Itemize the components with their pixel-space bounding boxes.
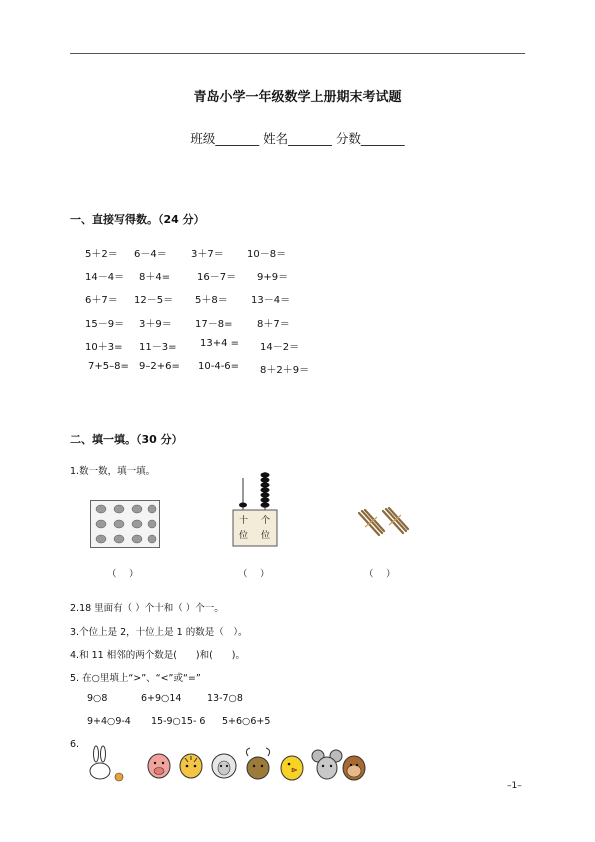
math-item: 11－3=: [139, 342, 177, 353]
chick-icon: [281, 756, 303, 780]
page-number: –1–: [507, 781, 522, 791]
math-item: 9+9＝: [257, 272, 289, 283]
math-item: 12－5＝: [134, 295, 174, 306]
student-info-line: 班级_______ 姓名_______ 分数_______: [190, 131, 405, 146]
math-item: 14－4＝: [85, 272, 125, 283]
question-6: 6.: [70, 739, 80, 750]
stick-bundles-image: [355, 505, 411, 541]
math-item: 16－7＝: [197, 272, 237, 283]
compare-item: 15-9○15- 6: [151, 716, 206, 727]
abacus-label-tens: 十: [239, 516, 249, 526]
question-5: 5. 在○里填上“>”、“<”或“=”: [70, 673, 201, 684]
answer-blank-3[interactable]: （ ）: [364, 569, 396, 580]
math-item: 14－2＝: [260, 342, 300, 353]
answer-blank-1[interactable]: （ ）: [107, 569, 139, 580]
question-4: 4.和 11 相邻的两个数是( )和( )。: [70, 650, 246, 661]
math-item: 6＋7＝: [85, 295, 118, 306]
ox-icon: [246, 748, 269, 779]
animal-row-image: [86, 744, 368, 784]
math-item: 13－4＝: [251, 295, 291, 306]
math-item: 8＋4=: [139, 272, 171, 283]
math-item: 8＋7＝: [257, 319, 290, 330]
question-1: 1.数一数，填一填。: [70, 466, 156, 477]
compare-item: 6+9○14: [141, 693, 182, 704]
math-item: 10-4-6=: [198, 361, 240, 372]
sheep-icon: [212, 754, 236, 778]
math-item: 7+5–8=: [88, 361, 129, 372]
math-item: 9–2+6=: [139, 361, 180, 372]
top-rule: [70, 53, 525, 54]
math-item: 10－8＝: [247, 249, 287, 260]
compare-item: 9○8: [87, 693, 108, 704]
math-item: 10＋3=: [85, 342, 123, 353]
page-title: 青岛小学一年级数学上册期末考试题: [193, 90, 402, 105]
math-item: 17－8=: [195, 319, 233, 330]
abacus-image: [230, 470, 280, 548]
math-item: 8＋2＋9＝: [260, 365, 310, 376]
answer-blank-2[interactable]: （ ）: [238, 569, 270, 580]
question-3: 3.个位上是 2，十位上是 1 的数是（ ）。: [70, 627, 248, 638]
question-2: 2.18 里面有（ ）个十和（ ）个一。: [70, 603, 224, 614]
counting-grid-image: [90, 500, 160, 548]
compare-item: 13-7○8: [207, 693, 243, 704]
abacus-label-place: 位: [261, 531, 271, 541]
abacus-label-place: 位: [239, 531, 249, 541]
math-item: 3＋9＝: [139, 319, 172, 330]
compare-item: 9+4○9-4: [87, 716, 131, 727]
math-item: 15－9＝: [85, 319, 125, 330]
math-item: 6－4＝: [134, 249, 167, 260]
pig-icon: [148, 754, 170, 778]
math-item: 5＋8＝: [195, 295, 228, 306]
math-item: 3＋7＝: [191, 249, 224, 260]
monkey-icon: [343, 756, 365, 780]
section2-heading: 二、填一填。（30 分）: [70, 433, 183, 446]
tiger-icon: [180, 754, 202, 778]
rabbit-icon: [90, 746, 123, 781]
abacus-label-ones: 个: [261, 516, 271, 526]
section1-heading: 一、直接写得数。（24 分）: [70, 213, 205, 226]
compare-item: 5+6○6+5: [222, 716, 271, 727]
math-item: 5＋2＝: [85, 249, 118, 260]
math-item: 13+4 =: [200, 338, 240, 349]
mouse-icon: [312, 750, 342, 779]
